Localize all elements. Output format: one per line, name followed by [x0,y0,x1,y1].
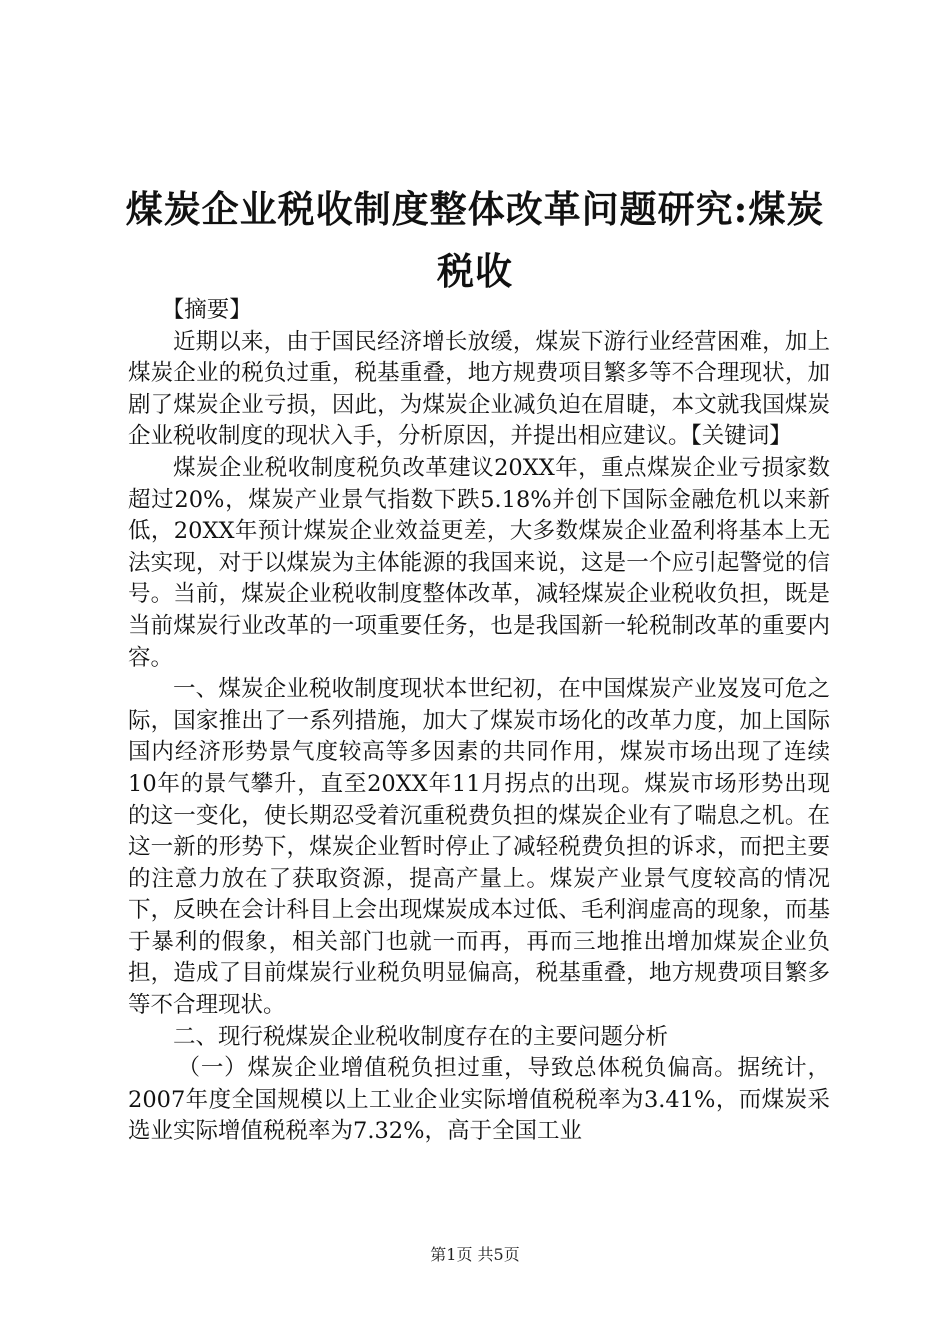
abstract-label: 【摘要】 [161,297,252,323]
page-number-footer: 第1页 共5页 [430,1245,520,1264]
document-body [128,295,830,1148]
subsection-paragraph: （一）煤炭企业增值税负担过重，导致总体税负偏高。据统计，2007年度全国规模以上工业企业实际增值税税率为3.41%，而煤炭采选业实际增值税税率为7.32%，高于全国工业 [128,1055,830,1145]
section-two-heading: 二、现行税煤炭企业税收制度存在的主要问题分析 [173,1023,669,1050]
abstract-paragraph: 近期以来，由于国民经济增长放缓，煤炭下游行业经营困难，加上煤炭企业的税负过重，税基重叠，地方规费项目繁多等不合理现状，加剧了煤炭企业亏损，因此，为煤炭企业减负迫在眉睫，本文就我国煤炭企业税收制度的现状入手，分析原因，并提出相应建议。【关键词】 [128,328,830,450]
document-title: 煤炭企业税收制度整体改革问题研究:煤炭税收 [125,187,825,293]
section-one-paragraph: 一、煤炭企业税收制度现状本世纪初，在中国煤炭产业岌岌可危之际，国家推出了一系列措施，加大了煤炭市场化的改革力度，加上国际国内经济形势景气度较高等多因素的共同作用，煤炭市场出现了连续10年的景气攀升，直至20XX年11月拐点的出现。煤炭市场形势出现的这一变化，使长期忍受着沉重税费负担的煤炭企业有了喘息之机。在这一新的形势下，煤炭企业暂时停止了减轻税费负担的诉求，而把主要的注意力放在了获取资源，提高产量上。煤炭产业景气度较高的情况下，反映在会计科目上会出现煤炭成本过低、毛利润虚高的现象，而基于暴利的假象，相关部门也就一而再，再而三地推出增加煤炭企业负担，造成了目前煤炭行业税负明显偏高，税基重叠，地方规费项目繁多等不合理现状。 [128,676,830,1019]
body-paragraph: 煤炭企业税收制度税负改革建议20XX年，重点煤炭企业亏损家数超过20%，煤炭产业景气指数下跌5.18%并创下国际金融危机以来新低，20XX年预计煤炭企业效益更差，大多数煤炭企业盈利将基本上无法实现，对于以煤炭为主体能源的我国来说，这是一个应引起警觉的信号。当前，煤炭企业税收制度整体改革，减轻煤炭企业税收负担，既是当前煤炭行业改革的一项重要任务，也是我国新一轮税制改革的重要内容。 [128,454,830,671]
